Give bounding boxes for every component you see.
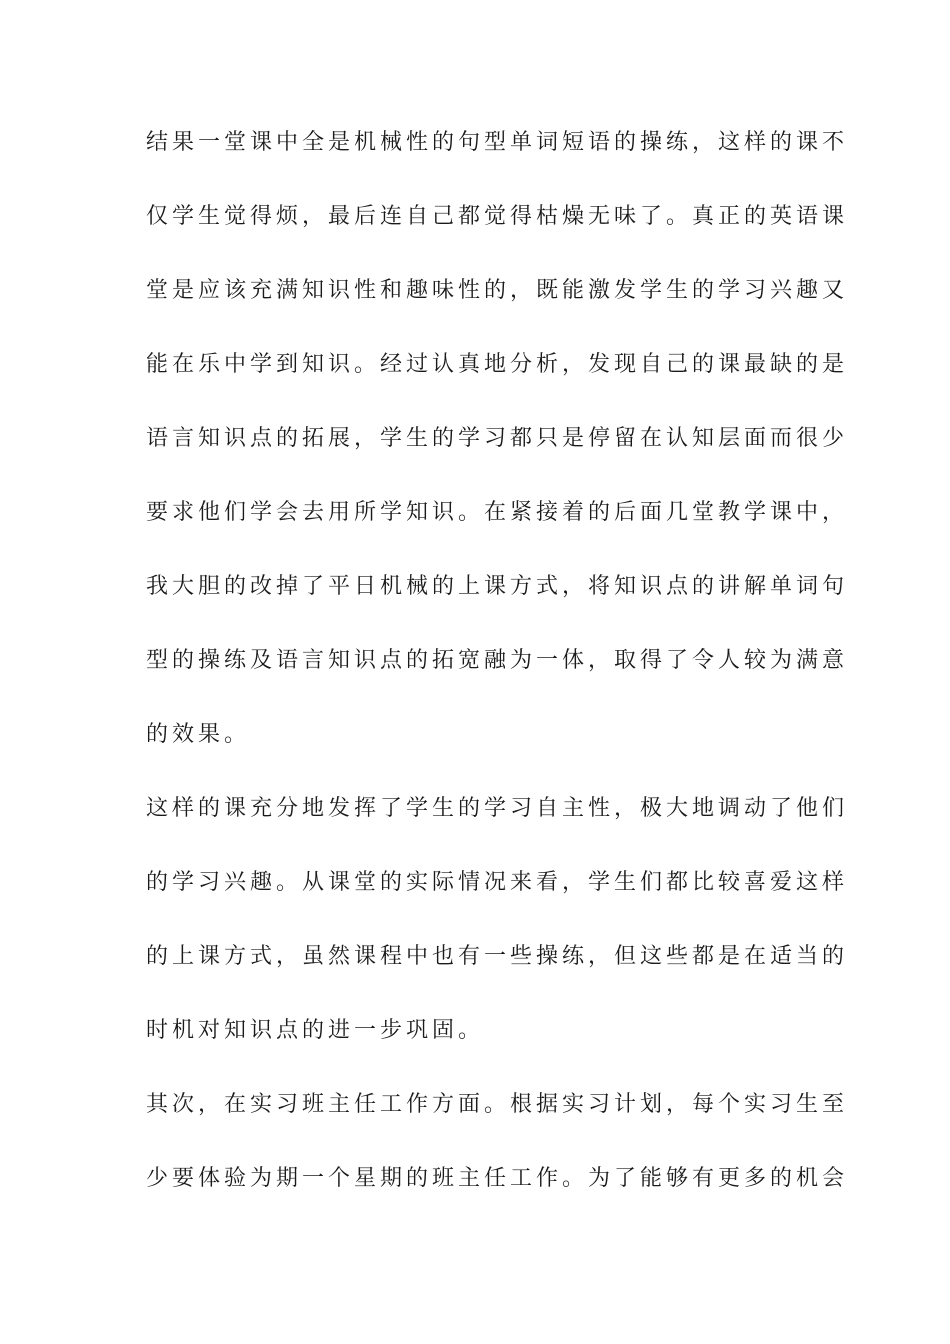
text-line: 型的操练及语言知识点的拓宽融为一体，取得了令人较为满意 bbox=[146, 648, 849, 673]
text-line: 堂是应该充满知识性和趣味性的，既能激发学生的学习兴趣又 bbox=[146, 278, 849, 303]
paragraph-3 bbox=[146, 1090, 849, 1193]
text-line: 语言知识点的拓展，学生的学习都只是停留在认知层面而很少 bbox=[146, 426, 849, 451]
text-line: 时机对知识点的进一步巩固。 bbox=[146, 1018, 485, 1043]
text-line: 的效果。 bbox=[146, 722, 251, 747]
paragraph-2 bbox=[146, 794, 849, 1045]
text-line: 要求他们学会去用所学知识。在紧接着的后面几堂教学课中， bbox=[146, 500, 849, 525]
text-line: 结果一堂课中全是机械性的句型单词短语的操练，这样的课不 bbox=[146, 130, 849, 155]
text-line: 能在乐中学到知识。经过认真地分析，发现自己的课最缺的是 bbox=[146, 352, 849, 377]
text-line: 这样的课充分地发挥了学生的学习自主性，极大地调动了他们 bbox=[146, 796, 849, 821]
document-body bbox=[146, 128, 849, 1238]
text-line: 其次，在实习班主任工作方面。根据实习计划，每个实习生至 bbox=[146, 1092, 849, 1117]
text-line: 我大胆的改掉了平日机械的上课方式，将知识点的讲解单词句 bbox=[146, 574, 849, 599]
paragraph-1 bbox=[146, 128, 849, 749]
text-line: 仅学生觉得烦，最后连自己都觉得枯燥无味了。真正的英语课 bbox=[146, 204, 849, 229]
text-line: 的上课方式，虽然课程中也有一些操练，但这些都是在适当的 bbox=[146, 944, 849, 969]
text-line: 少要体验为期一个星期的班主任工作。为了能够有更多的机会 bbox=[146, 1166, 849, 1191]
text-line: 的学习兴趣。从课堂的实际情况来看，学生们都比较喜爱这样 bbox=[146, 870, 849, 895]
